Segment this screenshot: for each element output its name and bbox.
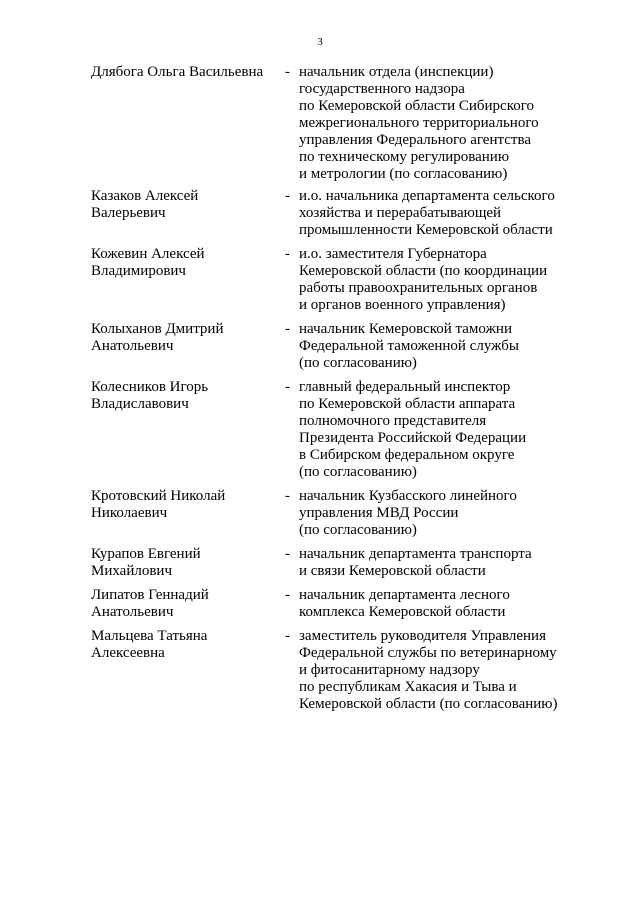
dash-separator: - [285,64,290,80]
position-line: начальник департамента лесного [299,587,510,603]
position-line: Президента Российской Федерации [299,430,527,446]
member-name-line: Анатольевич [91,604,174,620]
member-position [299,488,591,539]
position-line: и метрологии (по согласованию) [299,166,508,182]
dash-separator: - [285,546,290,562]
position-line: начальник Кузбасского линейного [299,488,517,504]
member-entry [91,321,591,372]
position-line: межрегионального территориального [299,115,539,131]
dash-separator: - [285,587,290,603]
dash-separator: - [285,379,290,395]
dash-separator: - [285,628,290,644]
member-entry [91,488,591,539]
position-line: заместитель руководителя Управления [299,628,546,644]
member-name-line: Казаков Алексей [91,188,199,204]
position-line: и органов военного управления) [299,297,506,313]
member-position [299,546,591,580]
member-name-line: Владимирович [91,263,186,279]
member-position [299,321,591,372]
position-line: (по согласованию) [299,355,417,371]
position-line: начальник Кемеровской таможни [299,321,512,337]
member-name [91,246,276,280]
member-name-line: Курапов Евгений [91,546,201,562]
position-line: комплекса Кемеровской области [299,604,506,620]
member-name-line: Анатольевич [91,338,174,354]
member-name-line: Длябога Ольга Васильевна [91,64,264,80]
member-position [299,379,591,481]
member-name-line: Колесников Игорь [91,379,209,395]
member-position [299,587,591,621]
member-position [299,64,591,183]
member-name-line: Колыханов Дмитрий [91,321,224,337]
position-line: работы правоохранительных органов [299,280,538,296]
position-line: и связи Кемеровской области [299,563,486,579]
member-name [91,546,276,580]
members-list [91,64,591,713]
member-name [91,64,276,81]
member-name [91,587,276,621]
position-line: полномочного представителя [299,413,487,429]
member-name [91,488,276,522]
member-entry [91,246,591,314]
position-line: (по согласованию) [299,464,417,480]
member-name-line: Михайлович [91,563,172,579]
position-line: государственного надзора [299,81,465,97]
position-line: хозяйства и перерабатывающей [299,205,502,221]
position-line: Федеральной таможенной службы [299,338,520,354]
dash-separator: - [285,246,290,262]
position-line: и.о. начальника департамента сельского [299,188,555,204]
member-name [91,321,276,355]
position-line: в Сибирском федеральном округе [299,447,515,463]
member-name-line: Николаевич [91,505,168,521]
member-name-line: Липатов Геннадий [91,587,209,603]
member-entry [91,546,591,580]
member-name-line: Мальцева Татьяна [91,628,208,644]
position-line: и.о. заместителя Губернатора [299,246,487,262]
position-line: (по согласованию) [299,522,417,538]
position-line: Кемеровской области (по координации [299,263,548,279]
position-line: по Кемеровской области аппарата [299,396,516,412]
member-name-line: Валерьевич [91,205,166,221]
member-name [91,628,276,662]
position-line: управления МВД России [299,505,459,521]
member-entry [91,379,591,481]
position-line: и фитосанитарному надзору [299,662,480,678]
dash-separator: - [285,321,290,337]
dash-separator: - [285,188,290,204]
member-name-line: Владиславович [91,396,189,412]
member-entry [91,587,591,621]
member-entry [91,64,591,183]
member-position [299,246,591,314]
member-name-line: Кротовский Николай [91,488,226,504]
member-name [91,188,276,222]
position-line: Федеральной службы по ветеринарному [299,645,557,661]
member-position [299,188,591,239]
member-name [91,379,276,413]
position-line: по техническому регулированию [299,149,510,165]
member-entry [91,188,591,239]
position-line: промышленности Кемеровской области [299,222,553,238]
page-number: 3 [317,36,323,48]
position-line: начальник департамента транспорта [299,546,532,562]
position-line: по республикам Хакасия и Тыва и [299,679,517,695]
position-line: Кемеровской области (по согласованию) [299,696,558,712]
member-position [299,628,591,713]
position-line: управления Федерального агентства [299,132,531,148]
position-line: начальник отдела (инспекции) [299,64,494,80]
member-name-line: Алексеевна [91,645,165,661]
dash-separator: - [285,488,290,504]
member-name-line: Кожевин Алексей [91,246,205,262]
position-line: по Кемеровской области Сибирского [299,98,535,114]
position-line: главный федеральный инспектор [299,379,511,395]
member-entry [91,628,591,713]
